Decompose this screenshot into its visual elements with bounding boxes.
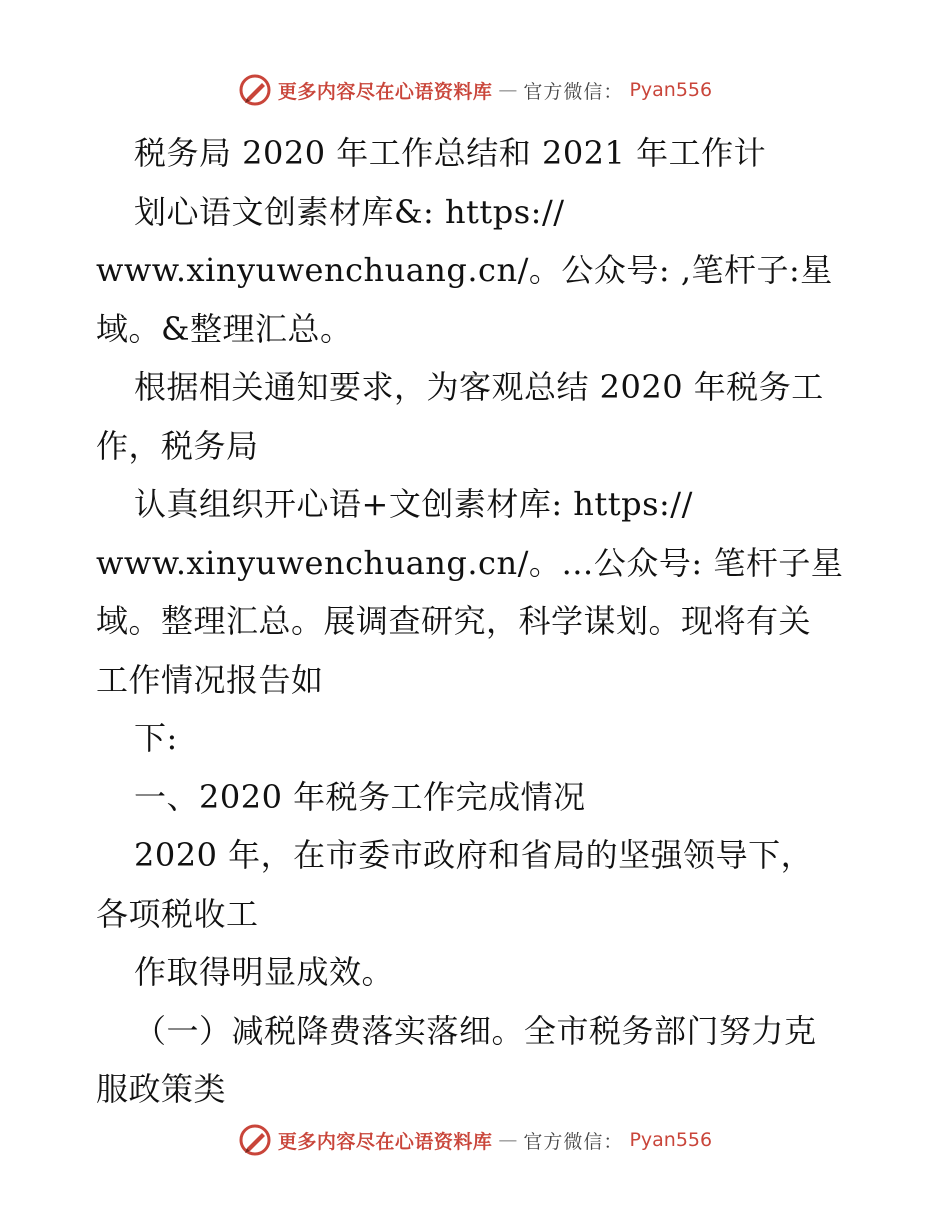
watermark-id: Pyan556 — [629, 1129, 713, 1151]
watermark-dash: — — [498, 1129, 518, 1151]
watermark-main-text: 更多内容尽在心语资料库 — [277, 1130, 493, 1153]
text-line: www.xinyuwenchuang.cn/。公众号: ,笔杆子:星 — [96, 251, 833, 289]
text-line: 下: — [134, 719, 178, 757]
text-line: 各项税收工 — [96, 894, 259, 933]
text-line: 税务局 2020 年工作总结和 2021 年工作计 — [134, 134, 767, 172]
text-line: 服政策类 — [96, 1070, 227, 1108]
pen-logo-icon — [238, 1123, 272, 1157]
text-line: 域。&整理汇总。 — [96, 309, 353, 348]
watermark-sub-text: 官方微信： — [523, 80, 624, 103]
watermark-sub-text: 官方微信： — [523, 1130, 624, 1153]
text-line: www.xinyuwenchuang.cn/。…公众号: 笔杆子星 — [96, 543, 844, 582]
watermark-dash: — — [498, 79, 518, 101]
watermark-footer — [0, 1120, 950, 1160]
text-line: 2020 年，在市委市政府和省局的坚强领导下， — [134, 836, 814, 874]
text-line: 认真组织开心语+文创素材库: https:// — [134, 485, 693, 523]
pen-logo-icon — [238, 73, 272, 107]
text-line: 工作情况报告如 — [96, 660, 324, 699]
text-line: 作取得明显成效。 — [134, 953, 395, 991]
text-line: 域。整理汇总。展调查研究，科学谋划。现将有关 — [96, 602, 812, 640]
section-heading: 一、2020 年税务工作完成情况 — [134, 777, 586, 816]
text-line: 根据相关通知要求，为客观总结 2020 年税务工 — [134, 368, 824, 406]
text-line: 作，税务局 — [96, 426, 259, 465]
watermark-id: Pyan556 — [629, 79, 713, 101]
text-line: 划心语文创素材库&: https:// — [134, 192, 565, 231]
text-line: （一）减税降费落实落细。全市税务部门努力克 — [134, 1011, 817, 1050]
watermark-header — [0, 70, 950, 110]
document-body — [96, 124, 856, 1119]
watermark-main-text: 更多内容尽在心语资料库 — [277, 80, 493, 103]
